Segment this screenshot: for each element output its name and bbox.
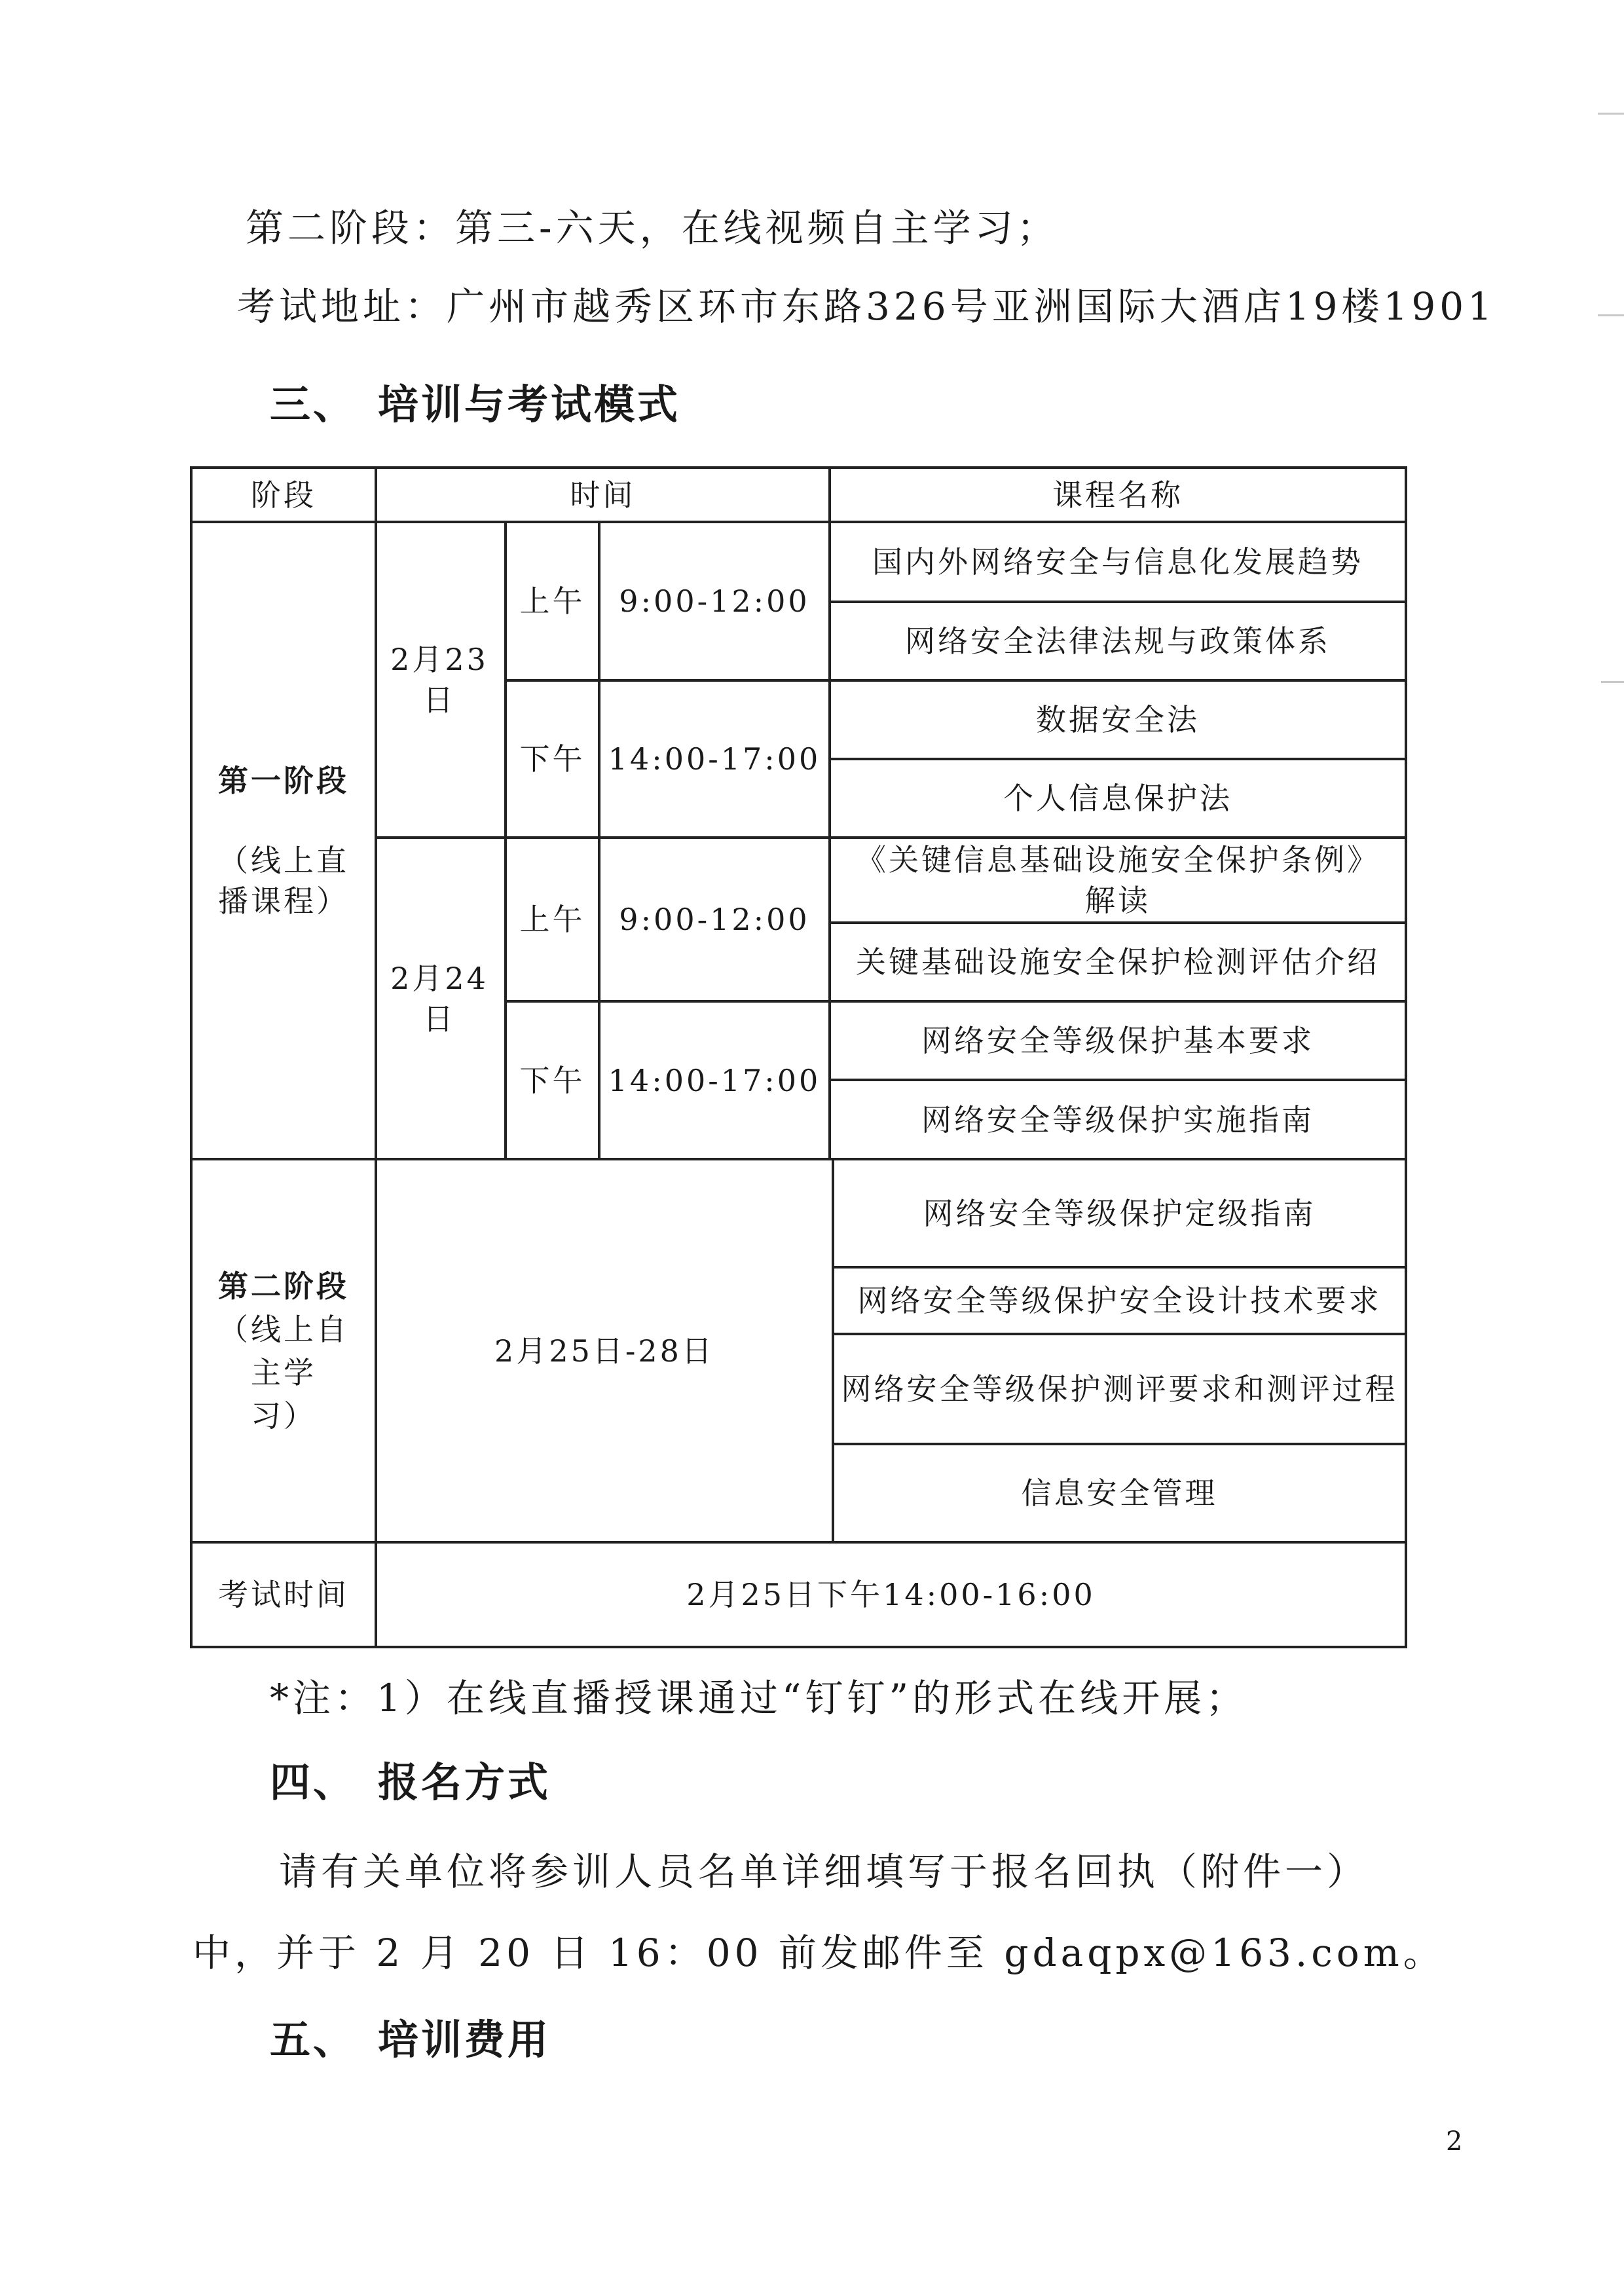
day2-am-label: 上午 [519,902,585,937]
section-4-number: 四、 [270,1758,357,1806]
phase1-sub1: （线上直 [218,842,349,878]
note-line: *注：1）在线直播授课通过“钉钉”的形式在线开展； [270,1676,1248,1720]
phase2-sub3: 习） [251,1398,316,1434]
section-5-number: 五、 [270,2016,357,2064]
day1-cell: 2月23日 [390,642,489,718]
course-cell: 网络安全等级保护安全设计技术要求 [857,1283,1382,1318]
day2-pm-time: 14:00-17:00 [608,1062,821,1098]
section-3-title: 培训与考试模式 [378,380,681,428]
phase2-dates: 2月25日-28日 [494,1333,714,1369]
header-stage: 阶段 [251,477,316,513]
phase2-sub2: 主学 [251,1354,316,1390]
phase1-cell [193,523,375,1158]
day2-am-time: 9:00-12:00 [619,902,810,937]
section-3-heading [270,379,680,431]
scan-mark [1598,113,1624,115]
section-5-title: 培训费用 [378,2016,551,2064]
stage2-line: 第二阶段：第三-六天，在线视频自主学习； [246,206,1059,250]
scan-mark [1601,681,1624,683]
registration-line-1: 请有关单位将参训人员名单详细填写于报名回执（附件一） [279,1849,1369,1894]
course-cell: 网络安全等级保护实施指南 [921,1102,1314,1138]
course-cell: 网络安全等级保护基本要求 [921,1023,1314,1058]
header-course: 课程名称 [1052,477,1183,513]
course-cell-two-line [831,839,1405,921]
day2-pm-label: 下午 [519,1062,585,1098]
section-3-number: 三、 [270,380,357,428]
scan-mark [1598,314,1624,316]
phase1-sub2: 播课程） [218,883,349,919]
exam-address-line: 考试地址：广州市越秀区环市东路326号亚洲国际大酒店19楼1901 [237,284,1496,329]
course-cell: 信息安全管理 [1021,1475,1218,1511]
day1-pm-label: 下午 [519,741,585,777]
day1-am-label: 上午 [519,583,585,619]
phase2-cell [193,1160,375,1541]
day1-am-time: 9:00-12:00 [619,583,810,619]
section-4-title: 报名方式 [378,1758,551,1806]
phase2-title: 第二阶段 [218,1268,349,1304]
phase1-title: 第一阶段 [218,762,349,798]
section-4-heading [270,1756,551,1809]
day2-cell: 2月24日 [390,960,489,1037]
section-5-heading [270,2014,551,2066]
header-time: 时间 [570,477,636,513]
course-line: 《关键信息基础设施安全保护条例》 [856,842,1380,878]
registration-line-2: 中，并于 2 月 20 日 16：00 前发邮件至 gdaqpx@163.com。 [193,1931,1445,1975]
course-cell: 网络安全等级保护定级指南 [923,1195,1316,1231]
phase2-sub1: （线上自 [218,1311,349,1347]
course-cell: 国内外网络安全与信息化发展趋势 [872,544,1363,580]
course-cell: 数据安全法 [1036,702,1200,737]
page-number: 2 [1446,2126,1463,2157]
course-cell: 网络安全等级保护测评要求和测评过程 [841,1371,1398,1407]
course-cell: 网络安全法律法规与政策体系 [905,623,1331,659]
day1-pm-time: 14:00-17:00 [608,741,821,777]
exam-time: 2月25日下午14:00-16:00 [686,1577,1096,1612]
course-cell: 关键基础设施安全保护检测评估介绍 [856,944,1380,980]
course-line: 解读 [1085,883,1151,918]
course-cell: 个人信息保护法 [1003,781,1232,816]
exam-label: 考试时间 [218,1577,349,1612]
